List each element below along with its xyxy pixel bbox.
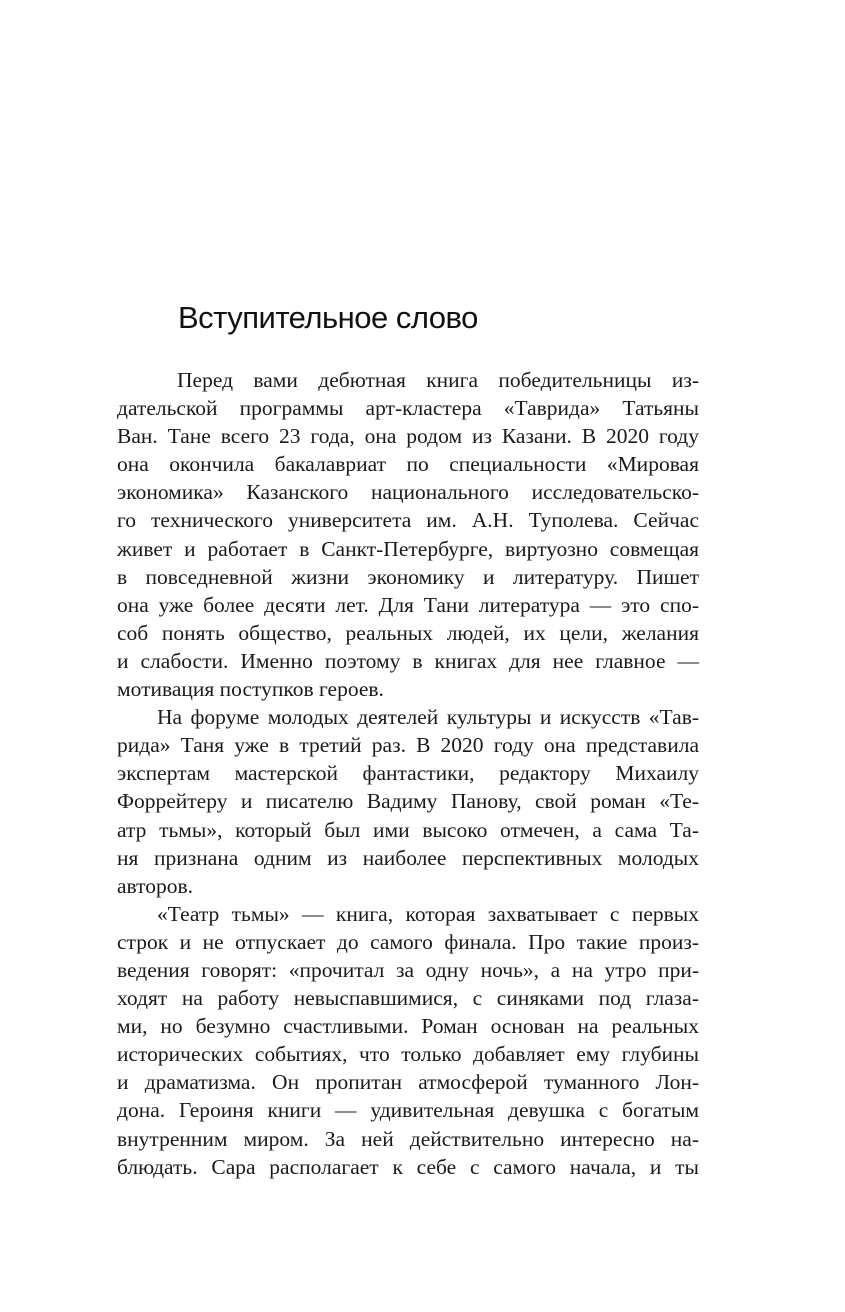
text-line: ми, но безумно счастливыми. Роман основан на реальных bbox=[117, 1014, 699, 1039]
text-line: дательской программы арт-кластера «Таврида» Татьяны bbox=[117, 396, 699, 421]
text-line: Перед вами дебютная книга победительницы из- bbox=[177, 368, 699, 392]
text-line: мотивация поступков героев. bbox=[117, 677, 384, 702]
paragraph-1 bbox=[117, 366, 699, 703]
text-line: На форуме молодых деятелей культуры и искусств «Тав- bbox=[157, 705, 699, 730]
text-line: рида» Таня уже в третий раз. В 2020 году она представила bbox=[117, 733, 699, 758]
text-line: строк и не отпускает до самого финала. Про такие произ- bbox=[117, 929, 699, 954]
text-line: «Театр тьмы» — книга, которая захватывает с первых bbox=[157, 901, 699, 926]
body-text bbox=[117, 366, 699, 1181]
text-line: и драматизма. Он пропитан атмосферой туманного Лон- bbox=[117, 1070, 699, 1095]
text-line: она уже более десяти лет. Для Тани литература — это спо- bbox=[117, 592, 699, 617]
text-line: экспертам мастерской фантастики, редактору Михаилу bbox=[117, 761, 699, 786]
text-line: живет и работает в Санкт-Петербурге, виртуозно совмещая bbox=[117, 536, 699, 561]
text-line: го технического университета им. А.Н. Туполева. Сейчас bbox=[117, 508, 699, 533]
chapter-title: Вступительное слово bbox=[178, 300, 478, 335]
text-line: Форрейтеру и писателю Вадиму Панову, свой роман «Те- bbox=[117, 789, 699, 814]
text-line: внутренним миром. За ней действительно интересно на- bbox=[117, 1126, 699, 1151]
text-line: соб понять общество, реальных людей, их цели, желания bbox=[117, 620, 699, 645]
text-line: ведения говорят: «прочитал за одну ночь», а на утро при- bbox=[117, 957, 699, 982]
text-line: ходят на работу невыспавшимися, с синяками под глаза- bbox=[117, 986, 699, 1011]
text-line: и слабости. Именно поэтому в книгах для нее главное — bbox=[117, 648, 699, 673]
paragraph-2 bbox=[117, 703, 699, 900]
text-line: блюдать. Сара располагает к себе с самого начала, и ты bbox=[117, 1154, 699, 1179]
text-line: экономика» Казанского национального исследовательско- bbox=[117, 480, 699, 505]
text-line: дона. Героиня книги — удивительная девушка с богатым bbox=[117, 1098, 699, 1123]
text-line: атр тьмы», который был ими высоко отмечен, а сама Та- bbox=[117, 817, 699, 842]
text-line: она окончила бакалавриат по специальности «Мировая bbox=[117, 452, 699, 477]
text-line: ня признана одним из наиболее перспективных молодых bbox=[117, 845, 699, 870]
paragraph-3 bbox=[117, 900, 699, 1181]
text-line: Ван. Тане всего 23 года, она родом из Казани. В 2020 году bbox=[117, 424, 699, 449]
text-line: авторов. bbox=[117, 873, 194, 898]
text-line: исторических событиях, что только добавляет ему глубины bbox=[117, 1042, 699, 1067]
text-line: в повседневной жизни экономику и литературу. Пишет bbox=[117, 564, 699, 589]
